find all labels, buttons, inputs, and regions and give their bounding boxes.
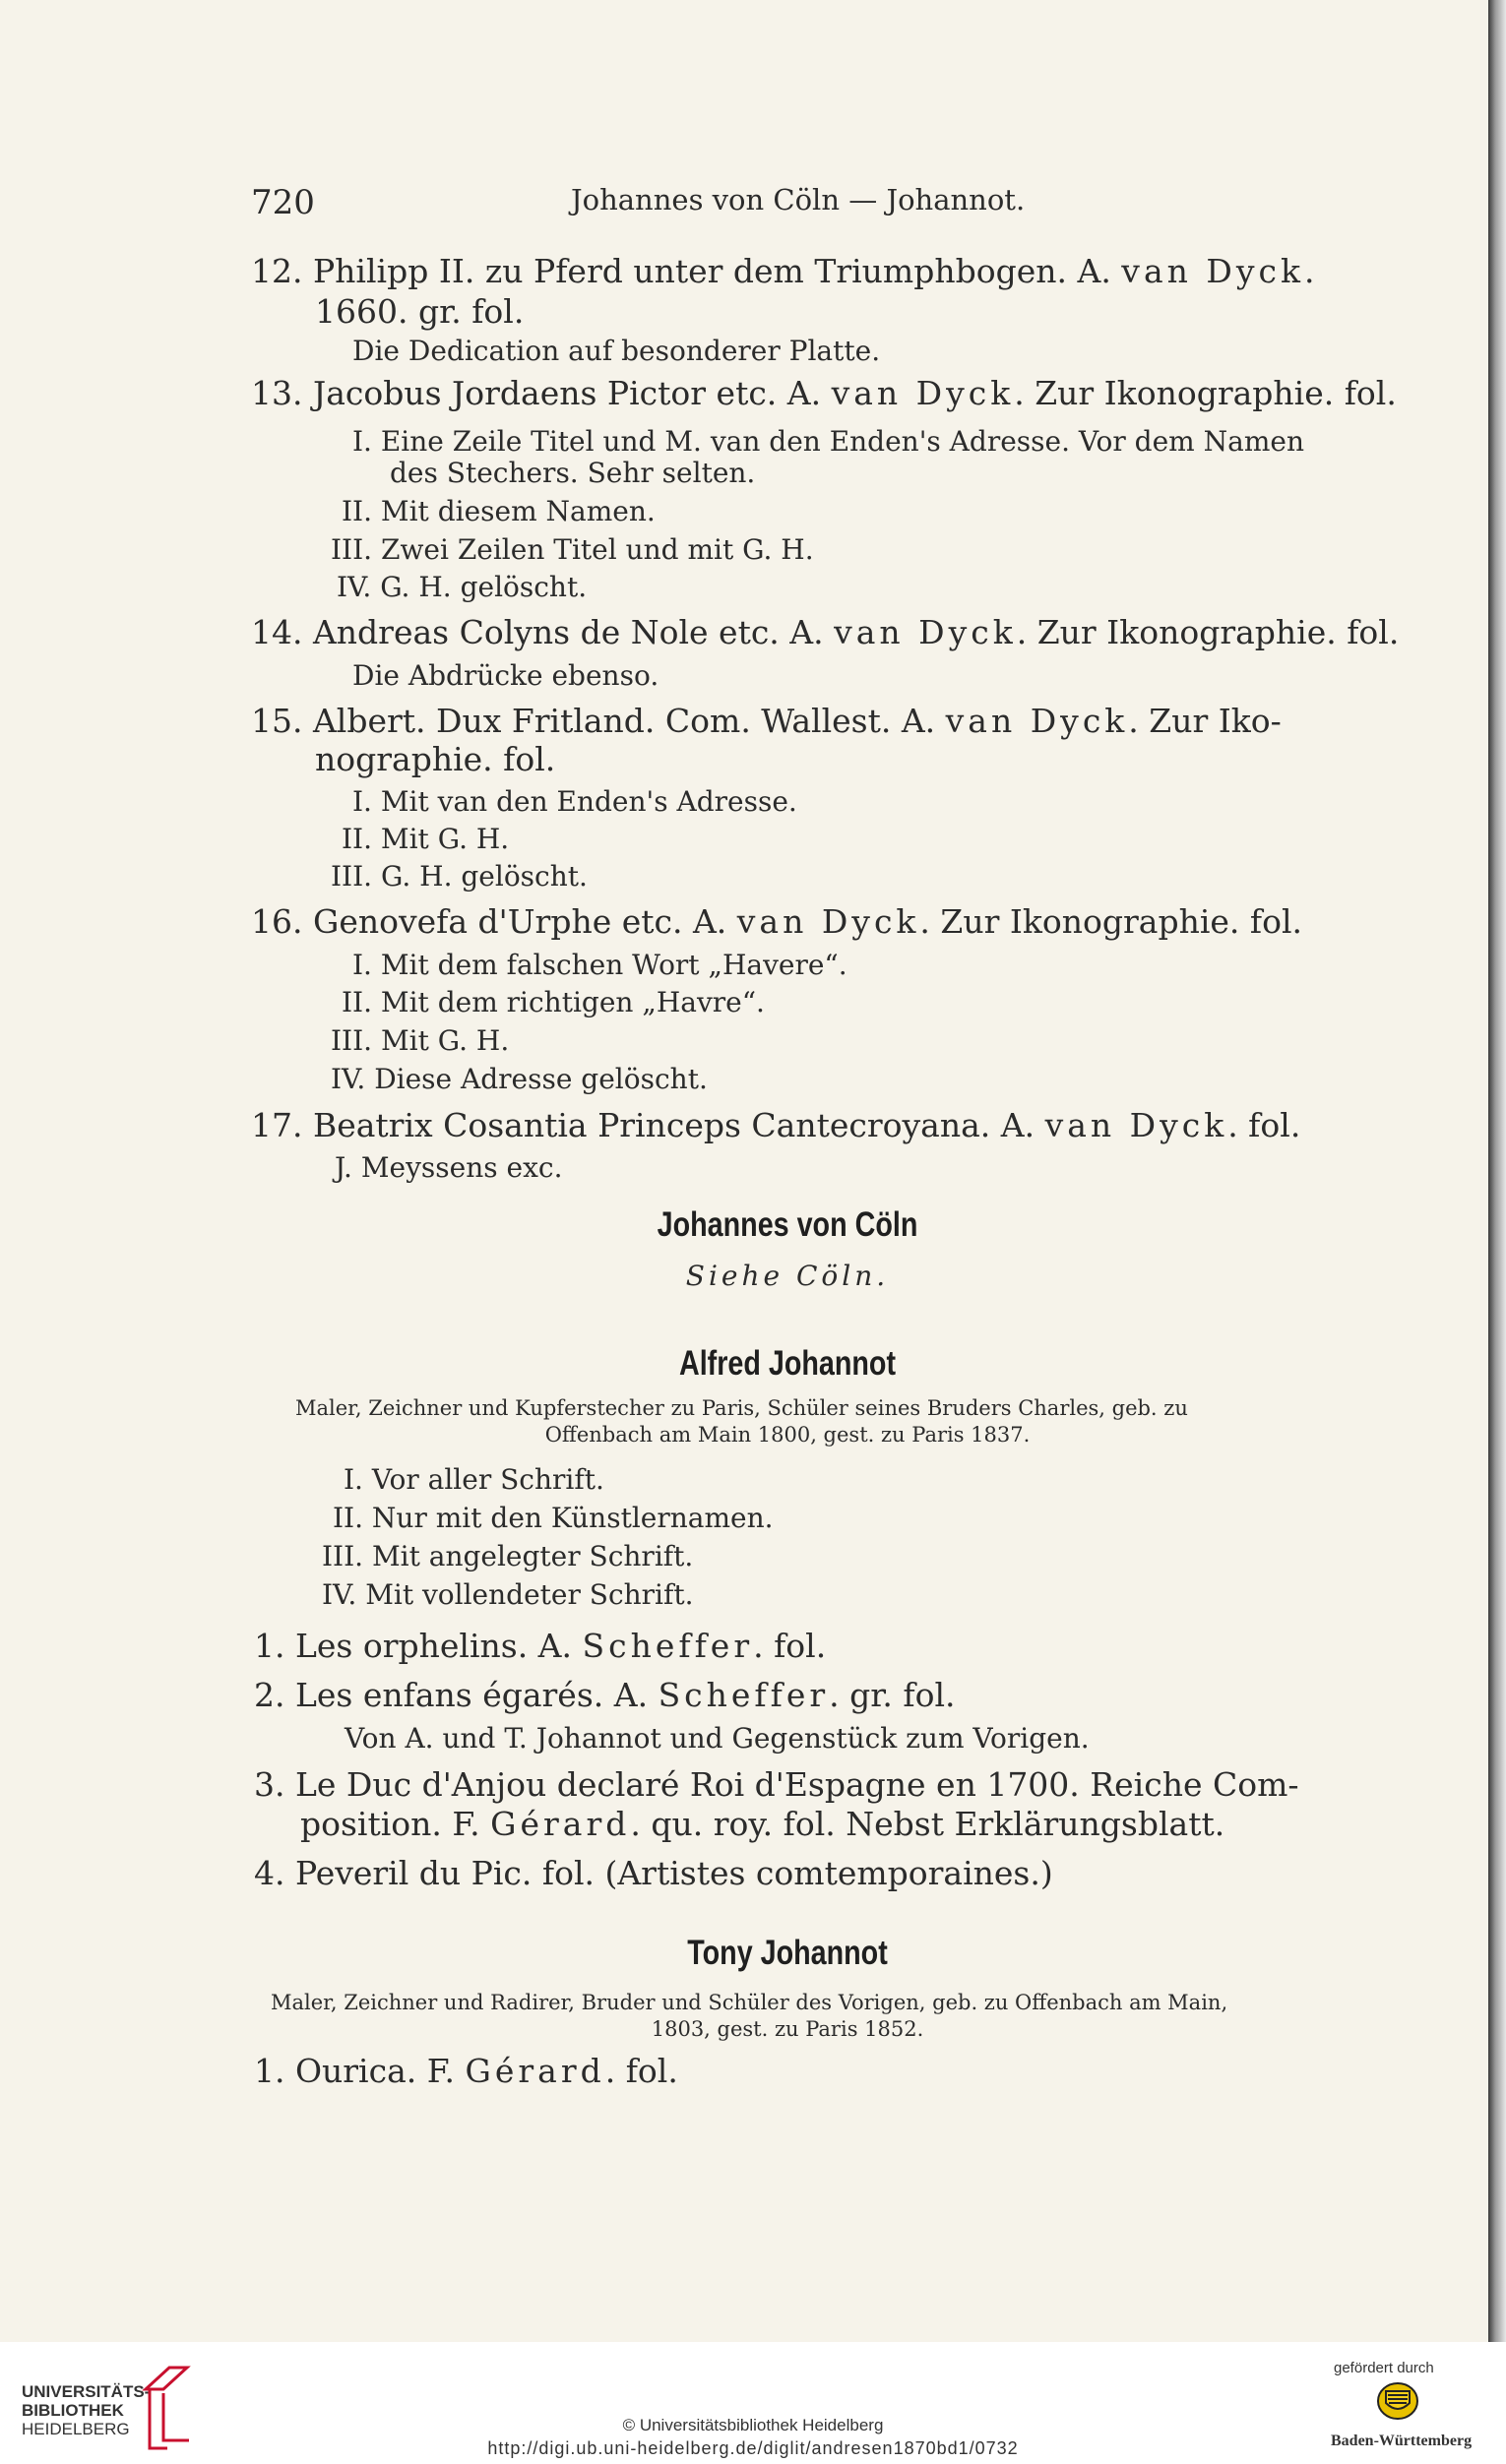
work-note: Von A. und T. Johannot und Gegenstück zum Vorigen. xyxy=(345,1722,1090,1755)
state-line: II. Mit diesem Namen. xyxy=(342,495,656,527)
work-entry: 1. Ourica. F. Gérard. fol. xyxy=(254,2052,678,2090)
entry-16: 16. Genovefa d'Urphe etc. A. van Dyck. Zur Ikonographie. fol. xyxy=(251,902,1303,941)
state-line: I. Mit dem falschen Wort „Havere“. xyxy=(352,949,847,981)
work-entry: 2. Les enfans égarés. A. Scheffer. gr. fol. xyxy=(254,1676,956,1714)
state-line: II. Mit dem richtigen „Havre“. xyxy=(342,986,765,1018)
copyright-text: © Universitätsbibliothek Heidelberg xyxy=(622,2416,884,2434)
entry-15-cont: nographie. fol. xyxy=(315,740,556,778)
entry-note: Die Abdrücke ebenso. xyxy=(352,659,659,692)
artist-bio: Maler, Zeichner und Radirer, Bruder und Schüler des Vorigen, geb. zu Offenbach am Main, xyxy=(271,1991,1228,2014)
entry-note: J. Meyssens exc. xyxy=(335,1151,563,1184)
library-name: UNIVERSITÄTS- BIBLIOTHEK HEIDELBERG xyxy=(22,2382,151,2438)
funded-by-text: gefördert durch xyxy=(1334,2360,1434,2376)
state-line: I. Mit van den Enden's Adresse. xyxy=(352,785,797,818)
entry-15: 15. Albert. Dux Fritland. Com. Wallest. A. van Dyck. Zur Iko- xyxy=(251,702,1282,740)
state-line: IV. G. H. gelöscht. xyxy=(337,571,588,603)
state-line: III. Mit angelegter Schrift. xyxy=(322,1540,694,1572)
see-reference: Siehe Cöln. xyxy=(685,1260,890,1292)
state-line: II. Nur mit den Künstlernamen. xyxy=(333,1502,774,1534)
state-coat-of-arms-icon xyxy=(1376,2381,1419,2421)
state-line: I. Eine Zeile Titel und M. van den Enden's Adresse. Vor dem Namen xyxy=(352,425,1304,458)
entry-12: 12. Philipp II. zu Pferd unter dem Triumphbogen. A. van Dyck. xyxy=(251,252,1315,290)
artist-bio: Maler, Zeichner und Kupferstecher zu Paris, Schüler seines Bruders Charles, geb. zu xyxy=(295,1396,1188,1420)
state-line: I. Vor aller Schrift. xyxy=(344,1463,604,1496)
artist-bio: Offenbach am Main 1800, gest. zu Paris 1837. xyxy=(544,1423,1031,1447)
entry-14: 14. Andreas Colyns de Nole etc. A. van Dyck. Zur Ikonographie. fol. xyxy=(251,613,1400,651)
footer-bar xyxy=(0,2342,1506,2464)
state-line: des Stechers. Sehr selten. xyxy=(390,457,756,489)
work-entry: 3. Le Duc d'Anjou declaré Roi d'Espagne en 1700. Reiche Com- xyxy=(254,1765,1299,1804)
state-line: III. G. H. gelöscht. xyxy=(331,860,588,893)
permalink-url[interactable]: http://digi.ub.uni-heidelberg.de/diglit/andresen1870bd1/0732 xyxy=(487,2438,1019,2458)
section-heading: Tony Johannot xyxy=(687,1934,888,1972)
section-heading: Johannes von Cöln xyxy=(657,1205,918,1244)
work-entry: 4. Peveril du Pic. fol. (Artistes comtemporaines.) xyxy=(254,1854,1053,1892)
state-line: III. Mit G. H. xyxy=(331,1024,510,1057)
entry-note: Die Dedication auf besonderer Platte. xyxy=(352,335,881,367)
page-number: 720 xyxy=(251,183,315,222)
entry-13: 13. Jacobus Jordaens Pictor etc. A. van Dyck. Zur Ikonographie. fol. xyxy=(251,374,1397,412)
entry-12-cont: 1660. gr. fol. xyxy=(315,292,525,331)
state-line: IV. Diese Adresse gelöscht. xyxy=(331,1063,708,1095)
funder-name: Baden-Württemberg xyxy=(1331,2433,1473,2449)
state-line: III. Zwei Zeilen Titel und mit G. H. xyxy=(331,533,814,566)
state-line: II. Mit G. H. xyxy=(342,823,510,855)
scan-edge xyxy=(1488,0,1506,2342)
state-line: IV. Mit vollendeter Schrift. xyxy=(322,1578,694,1611)
section-heading: Alfred Johannot xyxy=(678,1344,897,1383)
artist-bio: 1803, gest. zu Paris 1852. xyxy=(651,2017,924,2041)
work-entry-cont: position. F. Gérard. qu. roy. fol. Nebst Erklärungsblatt. xyxy=(300,1805,1225,1843)
work-entry: 1. Les orphelins. A. Scheffer. fol. xyxy=(254,1627,827,1665)
entry-17: 17. Beatrix Cosantia Princeps Cantecroyana. A. van Dyck. fol. xyxy=(251,1106,1301,1144)
running-title: Johannes von Cöln — Johannot. xyxy=(571,183,1026,216)
